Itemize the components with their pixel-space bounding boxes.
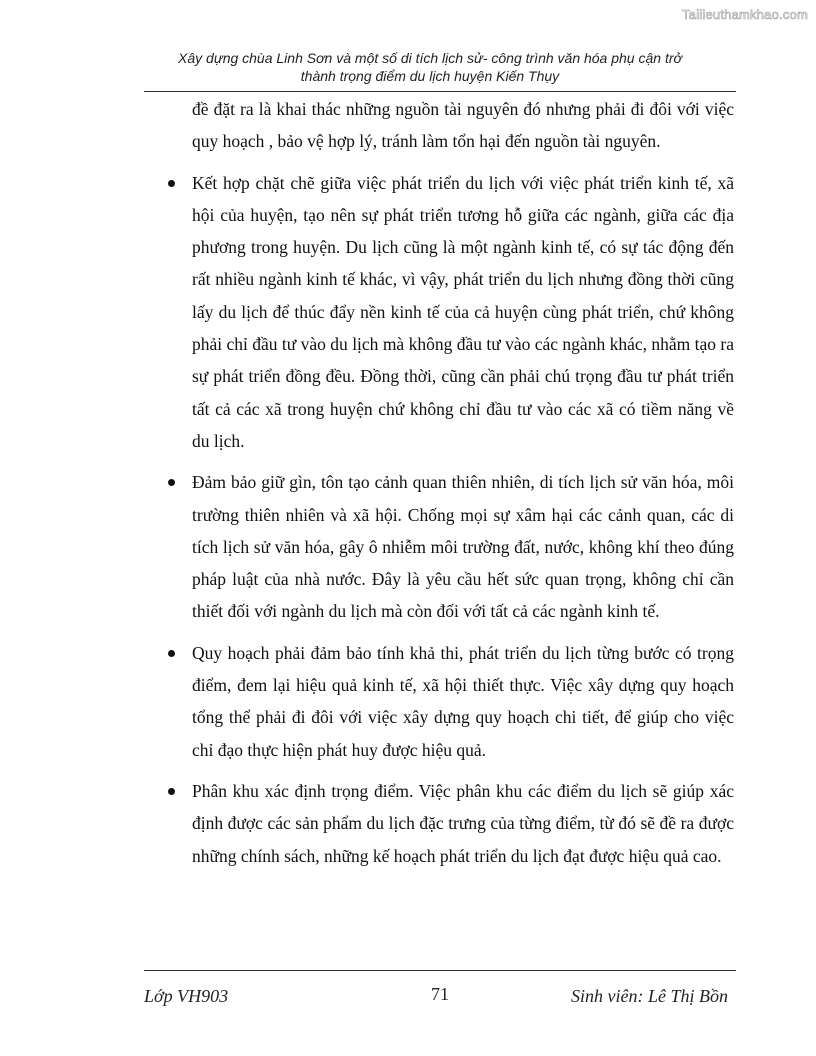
- document-body: [164, 93, 734, 881]
- header-title-line-2: thành trọng điểm du lịch huyện Kiến Thụy: [300, 68, 560, 84]
- list-item-text: Quy hoạch phải đảm bảo tính khả thi, phát triển du lịch từng bước có trọng điểm, đem lại hiệu quả kinh tế, xã hội thiết thực. Việc xây dựng quy hoạch tổng thể phải đi đôi với việc xây dựng quy hoạch chi tiết, để giúp cho việc chỉ đạo thực hiện phát huy được hiệu quả.: [192, 642, 734, 760]
- footer-class-label: Lớp VH903: [144, 986, 229, 1006]
- list-item: [164, 167, 734, 458]
- list-item-text: Kết hợp chặt chẽ giữa việc phát triển du lịch với việc phát triển kinh tế, xã hội của huyện, tạo nên sự phát triển tương hỗ giữa các ngành, giữa các địa phương trong huyện. Du lịch cũng là một ngành kinh tế, có sự tác động đến rất nhiều ngành kinh tế khác, vì vậy, phát triển du lịch nhưng đồng thời cũng lấy du lịch để thúc đẩy nền kinh tế của cả huyện cùng phát triển, chứ không phải chỉ đầu tư vào du lịch mà không đầu tư vào các ngành khác, nhằm tạo ra sự phát triển đồng đều. Đồng thời, cũng cần phải chú trọng đầu tư phát triển tất cả các xã trong huyện chứ không chỉ đầu tư vào các xã có tiềm năng về du lịch.: [192, 172, 734, 451]
- bullet-icon: [168, 180, 175, 187]
- list-item: [164, 775, 734, 872]
- bullet-icon: [168, 479, 175, 486]
- watermark-text: Tailieuthamkhao.com: [682, 7, 808, 22]
- bullet-icon: [168, 650, 175, 657]
- list-item-text: Phân khu xác định trọng điểm. Việc phân khu các điểm du lịch sẽ giúp xác định được các sản phẩm du lịch đặc trưng của từng điểm, từ đó sẽ đề ra được những chính sách, những kế hoạch phát triển du lịch đạt được hiệu quả cao.: [192, 780, 734, 866]
- page-number: 71: [431, 984, 449, 1004]
- page-header: [120, 49, 740, 85]
- header-divider: [144, 91, 736, 92]
- footer-divider: [144, 970, 736, 971]
- list-item: [164, 637, 734, 766]
- header-title-line-1: Xây dựng chùa Linh Sơn và một số di tích lịch sử- công trình văn hóa phụ cận trở: [178, 50, 682, 66]
- bullet-icon: [168, 788, 175, 795]
- footer-student-label: Sinh viên: Lê Thị Bồn: [571, 986, 728, 1006]
- list-item: [164, 466, 734, 627]
- continuation-paragraph: đề đặt ra là khai thác những nguồn tài nguyên đó nhưng phải đi đôi với việc quy hoạch , bảo vệ hợp lý, tránh làm tổn hại đến nguồn tài nguyên.: [192, 99, 734, 152]
- list-item-text: Đảm bảo giữ gìn, tôn tạo cảnh quan thiên nhiên, di tích lịch sử văn hóa, môi trường thiên nhiên và xã hội. Chống mọi sự xâm hại các cảnh quan, các di tích lịch sử văn hóa, gây ô nhiễm môi trường đất, nước, không khí theo đúng pháp luật của nhà nước. Đây là yêu cầu hết sức quan trọng, không chỉ cần thiết đối với ngành du lịch mà còn đối với tất cả các ngành kinh tế.: [192, 472, 734, 622]
